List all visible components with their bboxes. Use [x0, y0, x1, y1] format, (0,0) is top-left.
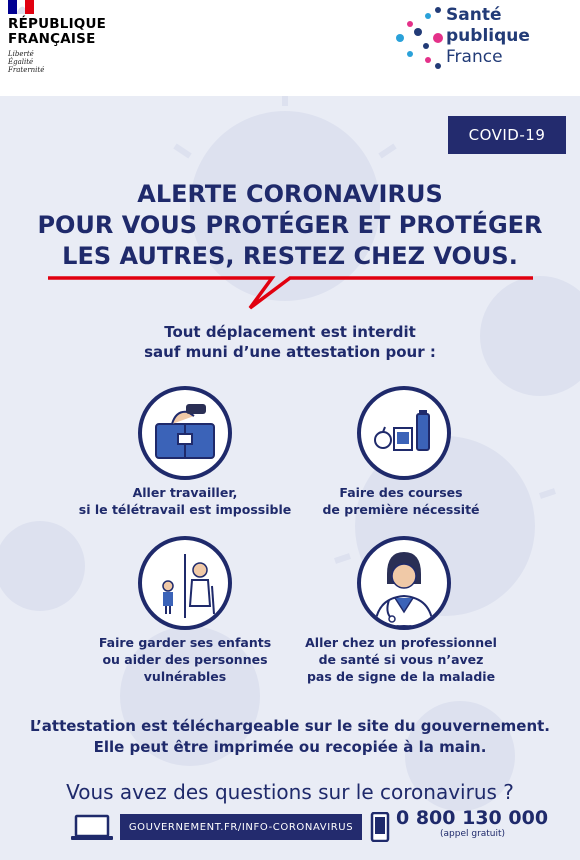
reason-work-line-2: si le télétravail est impossible [78, 502, 292, 517]
questions-heading: Vous avez des questions sur le coronavirus ? [66, 780, 514, 804]
laptop-icon [70, 814, 114, 842]
phone-icon [370, 812, 390, 842]
motto-liberte: Liberté [8, 50, 34, 58]
headline-line-1: ALERTE CORONAVIRUS [137, 180, 443, 208]
speech-bubble-line [0, 266, 580, 326]
header [0, 0, 580, 96]
reason-doctor-line-1: Aller chez un professionnel [305, 635, 497, 650]
poster-panel [0, 96, 580, 860]
covid-badge: COVID-19 [448, 116, 566, 154]
reason-care-line-2: ou aider des personnes [102, 652, 268, 667]
doctor-icon [357, 536, 451, 630]
reason-groceries-line-1: Faire des courses [339, 485, 463, 500]
phone-note: (appel gratuit) [440, 829, 506, 839]
reason-groceries-line-2: de première nécessité [322, 502, 480, 517]
attestation-line-2: Elle peut être imprimée ou recopiée à la main. [93, 738, 487, 756]
child-elderly-icon [138, 536, 232, 630]
reason-work-line-1: Aller travailler, [132, 485, 238, 500]
headline-line-2: POUR VOUS PROTÉGER ET PROTÉGER [37, 211, 543, 239]
spf-line1: Santé [446, 5, 502, 25]
motto-egalite: Égalité [8, 58, 34, 66]
republique-line1: RÉPUBLIQUE [8, 16, 107, 32]
subhead-line-2: sauf muni d’une attestation pour : [144, 343, 436, 361]
groceries-icon [357, 386, 451, 480]
headline-line-3: LES AUTRES, RESTEZ CHEZ VOUS. [62, 242, 518, 270]
side-reference [0, 796, 8, 860]
reason-doctor-line-3: pas de signe de la maladie [306, 669, 496, 684]
reason-care-line-1: Faire garder ses enfants [98, 635, 272, 650]
spf-line2: publique [446, 26, 530, 46]
briefcase-icon [138, 386, 232, 480]
subhead-line-1: Tout déplacement est interdit [164, 323, 416, 341]
motto-fraternite: Fraternité [8, 66, 45, 74]
spf-line3: France [446, 47, 503, 67]
reason-doctor-line-2: de santé si vous n’avez [318, 652, 484, 667]
info-url-link[interactable]: GOUVERNEMENT.FR/INFO-CORONAVIRUS [120, 814, 362, 840]
marianne-logo-icon [8, 0, 34, 14]
republique-line2: FRANÇAISE [8, 31, 96, 47]
phone-number-link[interactable]: 0 800 130 000 [396, 807, 549, 829]
attestation-line-1: L’attestation est téléchargeable sur le site du gouvernement. [29, 717, 551, 735]
reason-care-line-3: vulnérables [143, 669, 227, 684]
